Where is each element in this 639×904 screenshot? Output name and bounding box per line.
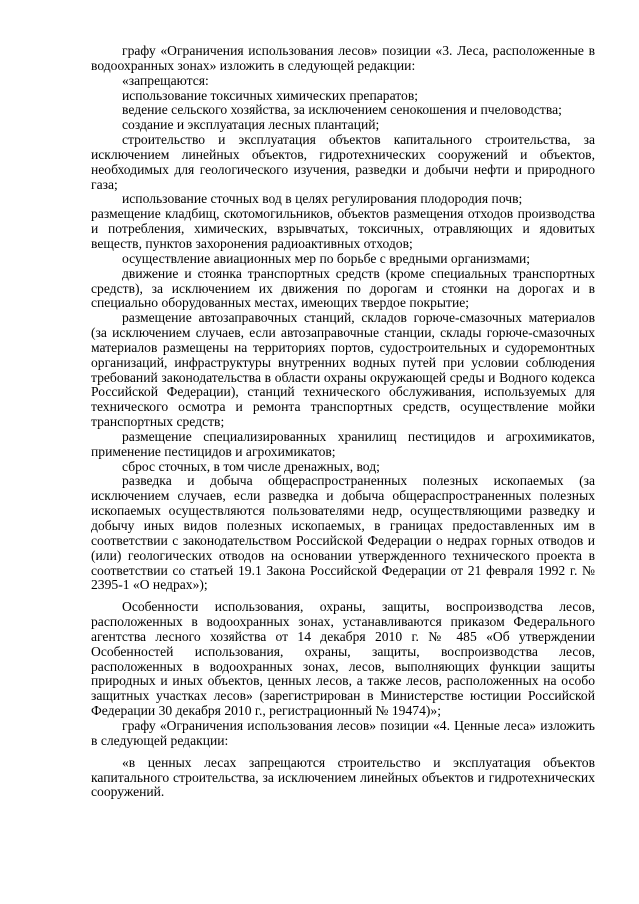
paragraph-drainage: сброс сточных, в том числе дренажных, вод;	[122, 458, 380, 474]
paragraph-capital-construction: строительство и эксплуатация объектов капитального строительства, за исключением линейных объектов, гидротехнических сооружений и объектов, необходимых для геологического изучения, разведки и добычи нефти и природного газа;	[91, 132, 595, 192]
paragraph-cemeteries-waste: размещение кладбищ, скотомогильников, объектов размещения отходов производства и потребления, химических, взрывчатых, токсичных, отравляющих и ядовитых веществ, пунктов захоронения радиоактивных отходов;	[91, 206, 595, 251]
paragraph-agriculture: ведение сельского хозяйства, за исключением сенокошения и пчеловодства;	[122, 102, 562, 118]
paragraph-gas-stations: размещение автозаправочных станций, складов горюче-смазочных материалов (за исключением случаев, если автозаправочные станции, склады горюче-смазочных материалов размещены на территориях портов, судостроительных и судоремонтных организаций, инфраструктуры внутренних водных путей при условии соблюдения требований законодательства в области охраны окружающей среды и Водного кодекса Российской Федерации), станций технического обслуживания, используемых для технического осмотра и ремонта транспортных средств, осуществление мойки транспортных средств;	[91, 310, 595, 430]
paragraph-wastewater: использование сточных вод в целях регулирования плодородия почв;	[122, 191, 523, 207]
paragraph-aviation-measures: осуществление авиационных мер по борьбе с вредными организмами;	[122, 250, 531, 266]
paragraph-valuable-forests: «в ценных лесах запрещаются строительство и эксплуатация объектов капитального строительства, за исключением линейных объектов и гидротехнических сооружений.	[91, 754, 595, 800]
paragraph-pesticides: размещение специализированных хранилищ пестицидов и агрохимикатов, применение пестицидов и агрохимикатов;	[91, 428, 595, 459]
paragraph-vehicles: движение и стоянка транспортных средств (кроме специальных транспортных средств), за исключением их движения по дорогам и стоянки на дорогах и в специально оборудованных местах, имеющих твердое покрытие;	[91, 265, 595, 311]
paragraph-amend-position-4: графу «Ограничения использования лесов» позиции «4. Ценные леса» изложить в следующей редакции:	[91, 717, 595, 748]
paragraph-amend-position-3: графу «Ограничения использования лесов» позиции «3. Леса, расположенные в водоохранных зонах» изложить в следующей редакции:	[91, 43, 595, 73]
paragraph-toxic-chemicals: использование токсичных химических препаратов;	[122, 87, 419, 103]
paragraph-order-485: Особенности использования, охраны, защиты, воспроизводства лесов, расположенных в водоохранных зонах, устанавливаются приказом Федерального агентства лесного хозяйства от 14 декабря 2010 г. № 485 «Об утверждении Особенностей использования, охраны, защиты, воспроизводства лесов, расположенных в водоохранных зонах, лесов, выполняющих функции защиты природных и иных объектов, ценных лесов, а также лесов, расположенных на особо защитных участках лесов» (зарегистрирован в Министерстве юстиции Российской Федерации 30 декабря 2010 г., регистрационный № 19474)»;	[91, 599, 595, 719]
document-page	[91, 44, 595, 800]
paragraph-mineral-extraction: разведка и добыча общераспространенных полезных ископаемых (за исключением случаев, если разведка и добыча общераспространенных полезных ископаемых осуществляются пользователями недр, осуществляющими разведку и добычу иных видов полезных ископаемых, в границах предоставленных им в соответствии с законодательством Российской Федерации о недрах горных отводов и (или) геологических отводов на основании утвержденного технического проекта в соответствии со статьей 19.1 Закона Российской Федерации от 21 февраля 1992 г. № 2395-1 «О недрах»);	[91, 473, 595, 593]
paragraph-prohibited-heading: «запрещаются:	[122, 72, 209, 88]
paragraph-forest-plantations: создание и эксплуатация лесных плантаций;	[122, 117, 380, 133]
